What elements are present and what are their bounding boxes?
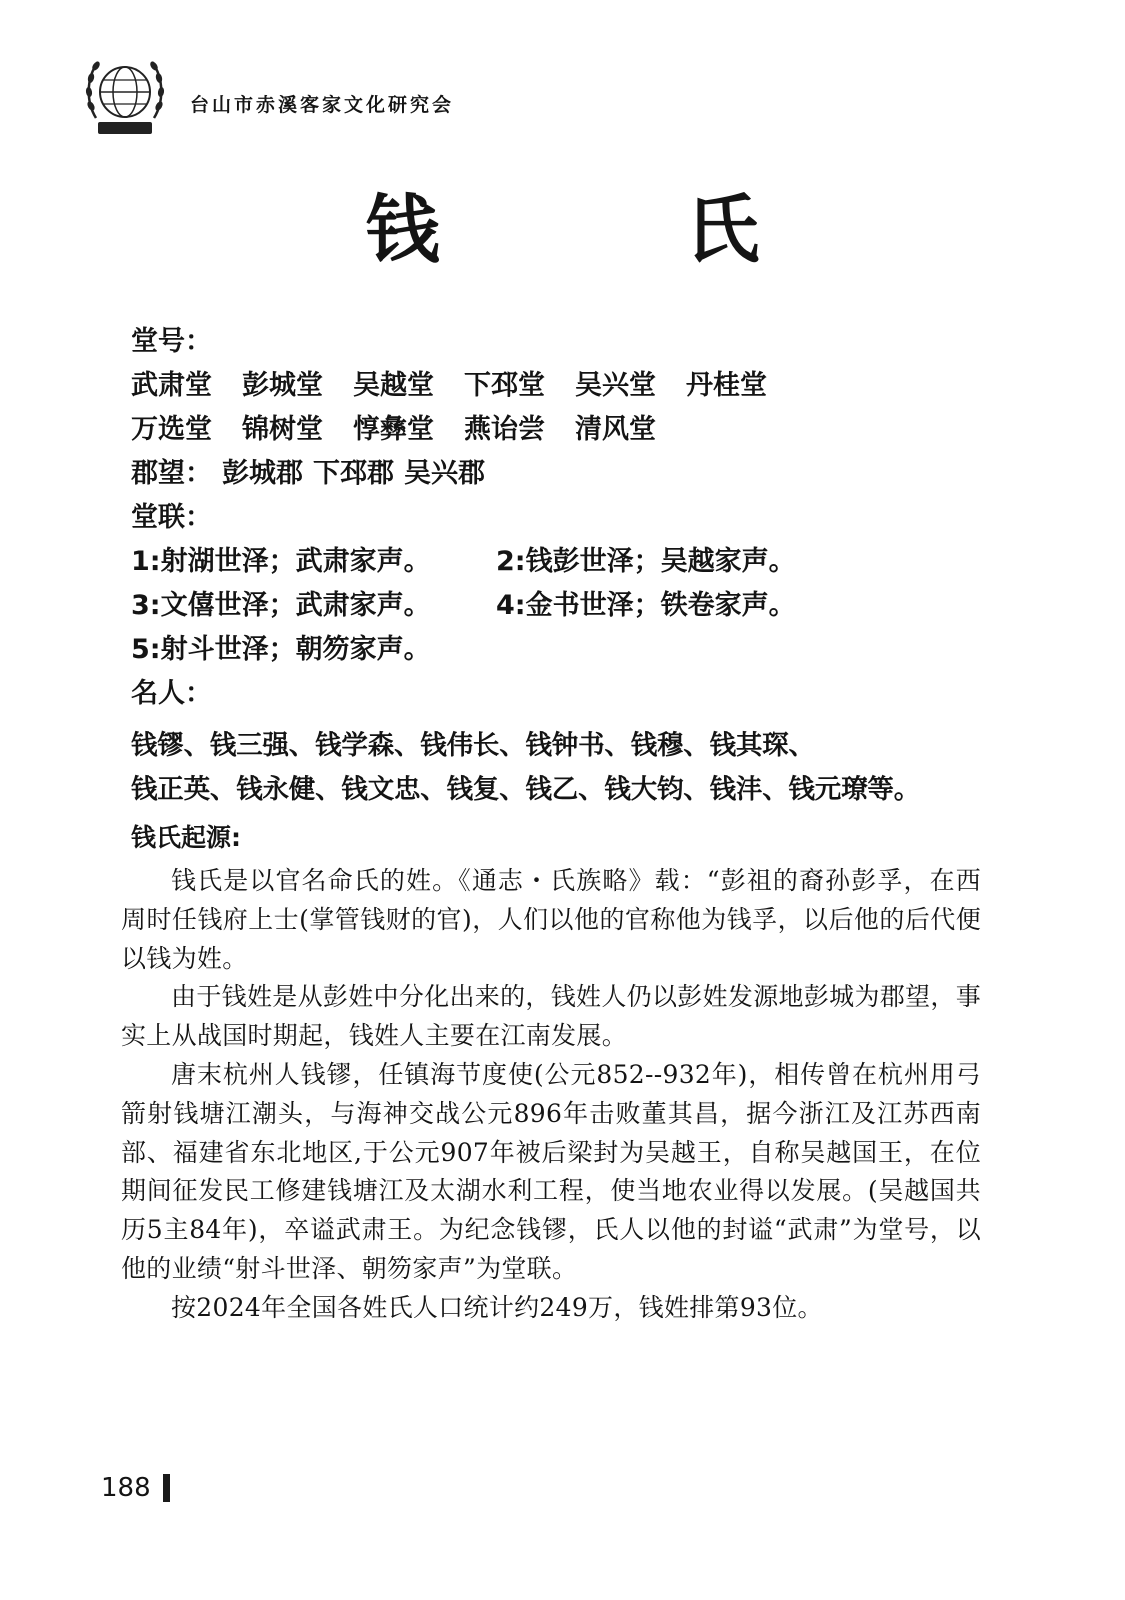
origin-paragraph: 唐末杭州人钱镠，任镇海节度使(公元852--932年)，相传曾在杭州用弓箭射钱塘江潮头，与海神交战公元896年击败董其昌，据今浙江及江苏西南部、福建省东北地区,于公元907年被后梁封为吴越王，自称吴越国王，在位期间征发民工修建钱塘江及太湖水利工程，使当地农业得以发展。(吴越国共历5主84年)，卒谥武肃王。为纪念钱镠，氏人以他的封谥“武肃”为堂号，以他的业绩“射斗世泽、朝笏家声”为堂联。 (121, 1059, 981, 1283)
hall-name: 彭城堂 (242, 370, 323, 401)
hall-name: 清风堂 (575, 414, 656, 445)
page-footer (101, 1470, 170, 1506)
hall-names-label: 堂号： (131, 326, 212, 357)
commandery-value: 彭城郡 (222, 458, 303, 489)
origin-text (121, 862, 981, 1328)
couplet: 5:射斗世泽；朝笏家声。 (131, 634, 431, 665)
hall-name: 吴越堂 (353, 370, 434, 401)
couplet: 1:射湖世泽；武肃家声。 (131, 546, 431, 577)
page-title: 钱 氏 (365, 187, 870, 273)
page-header (82, 52, 642, 142)
famous-people-line-1: 钱镠、钱三强、钱学森、钱伟长、钱钟书、钱穆、钱其琛、 (131, 730, 815, 761)
origin-paragraph: 由于钱姓是从彭姓中分化出来的，钱姓人仍以彭姓发源地彭城为郡望，事实上从战国时期起，钱姓人主要在江南发展。 (121, 982, 981, 1051)
hall-name: 万选堂 (131, 414, 212, 445)
page-marker-bar (163, 1474, 170, 1502)
commandery-row (131, 452, 1111, 496)
couplet-row (131, 628, 1111, 672)
organization-name: 台山市赤溪客家文化研究会 (190, 94, 455, 116)
commandery-value: 下邳郡 (313, 458, 394, 489)
famous-people-line-2: 钱正英、钱永健、钱文忠、钱复、钱乙、钱大钧、钱沣、钱元璙等。 (131, 774, 920, 805)
hall-name: 锦树堂 (242, 414, 323, 445)
clan-info (131, 320, 1111, 860)
hall-names-row-2 (131, 408, 1111, 452)
couplet: 3:文僖世泽；武肃家声。 (131, 590, 431, 621)
hall-names-row-1 (131, 364, 1111, 408)
couplet: 2:钱彭世泽；吴越家声。 (496, 546, 796, 577)
couplet-row (131, 540, 1111, 584)
hall-name: 吴兴堂 (575, 370, 656, 401)
hall-name: 丹桂堂 (686, 370, 767, 401)
couplet-row (131, 584, 1111, 628)
origin-paragraph: 按2024年全国各姓氏人口统计约249万，钱姓排第93位。 (171, 1292, 823, 1322)
hall-name: 下邳堂 (464, 370, 545, 401)
famous-label: 名人： (131, 678, 212, 709)
hall-name: 武肃堂 (131, 370, 212, 401)
page-number: 188 (101, 1473, 151, 1503)
commandery-label: 郡望： (131, 458, 212, 489)
origin-label: 钱氏起源: (131, 823, 241, 852)
hall-name: 燕诒尝 (464, 414, 545, 445)
couplet: 4:金书世泽；铁卷家声。 (496, 590, 796, 621)
association-logo (82, 52, 168, 142)
origin-paragraph: 钱氏是以官名命氏的姓。《通志・氏族略》载：“彭祖的裔孙彭孚，在西周时任钱府上士(掌管钱财的官)，人们以他的官称他为钱孚，以后他的后代便以钱为姓。 (121, 866, 981, 973)
hall-name: 惇彝堂 (353, 414, 434, 445)
commandery-value: 吴兴郡 (404, 458, 485, 489)
couplets-label: 堂联： (131, 502, 212, 533)
